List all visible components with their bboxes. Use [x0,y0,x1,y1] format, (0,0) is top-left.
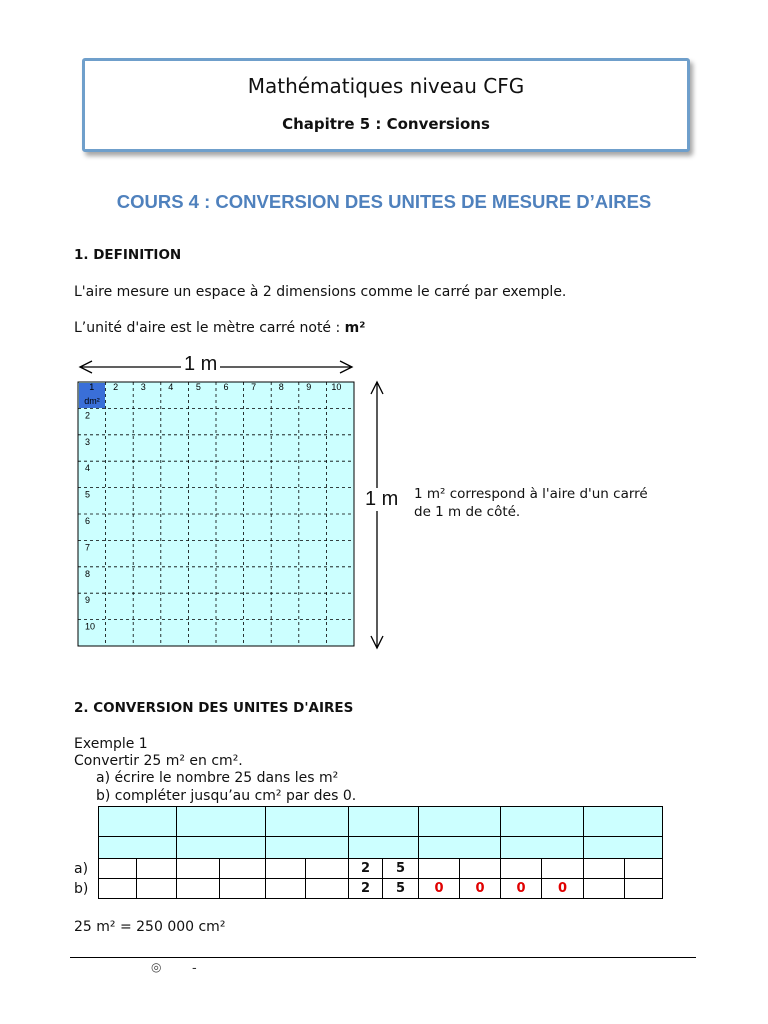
grid-top-number: 6 [223,382,229,392]
table-cell [220,859,266,879]
grid-left-number: 4 [85,463,91,474]
table-cell [137,859,177,879]
table-cell: 5 [383,879,419,899]
table-cell [501,859,542,879]
conversion-table [98,806,663,899]
definition-text: L'aire mesure un espace à 2 dimensions comme le carré par exemple. [74,284,567,300]
grid-left-number: 9 [85,595,91,606]
header-cell [266,837,349,859]
table-cell: 2 [349,859,383,879]
grid-left-number: 5 [85,489,91,500]
table-cell: 2 [349,879,383,899]
unit-subheader-row [99,837,663,859]
table-cell: 0 [460,879,501,899]
grid-top-number: 9 [306,382,312,392]
unit-header-row [99,807,663,837]
table-cell [625,859,663,879]
table-cell [419,859,460,879]
header-cell [501,837,584,859]
table-cell [460,859,501,879]
table-cell [542,859,584,879]
table-cell [306,859,349,879]
table-row-a [99,859,663,879]
header-cell [419,837,501,859]
unit-text-label: L’unité d'aire est le mètre carré noté : [74,320,345,336]
chapter-title: Chapitre 5 : Conversions [282,115,490,133]
grid-top-number: 8 [278,382,284,392]
table-cell: 0 [542,879,584,899]
table-cell [220,879,266,899]
header-cell [349,837,419,859]
footer-text: - [192,961,197,976]
course-title: COURS 4 : CONVERSION DES UNITES DE MESURE D’AIRES [116,191,652,212]
table-cell [266,859,306,879]
table-cell [266,879,306,899]
row-b-label: b) [74,881,89,897]
grid-left-number: 6 [85,516,91,526]
grid-left-number: 10 [85,621,96,632]
table-cell [306,879,349,899]
grid-top-number: 7 [251,382,257,392]
grid-left-number: 2 [85,410,91,421]
copyright-icon: ◎ [151,960,162,974]
conversion-result: 25 m² = 250 000 cm² [74,919,226,935]
grid-left-number: 3 [85,436,91,447]
header-cell [177,807,266,837]
example-statement: Convertir 25 m² en cm². [74,753,243,769]
table-cell [99,879,137,899]
cell-unit-label: dm² [84,396,100,406]
figure-explanation-line2: de 1 m de côté. [414,504,521,520]
grid-top-number: 10 [331,382,342,392]
header-cell [419,807,501,837]
grid-top-number: 5 [195,382,201,392]
header-cell [501,807,584,837]
row-a-label: a) [74,861,89,877]
table-cell [137,879,177,899]
header-cell [99,807,177,837]
width-label: 1 m [181,353,220,376]
header-cell [584,837,663,859]
figure-explanation-line1: 1 m² correspond à l'aire d'un carré [414,486,648,502]
table-cell [177,859,220,879]
table-cell [99,859,137,879]
table-cell: 0 [501,879,542,899]
header-cell [266,807,349,837]
step-a: a) écrire le nombre 25 dans les m² [96,770,339,786]
table-cell [584,879,625,899]
example-title: Exemple 1 [74,736,148,752]
table-cell [584,859,625,879]
grid-top-number: 4 [168,382,174,392]
table-row-b [99,879,663,899]
header-cell [349,807,419,837]
step-b: b) compléter jusqu’au cm² par des 0. [96,788,357,804]
header-cell [584,807,663,837]
grid-top-number: 1 [89,382,95,392]
grid-top-number: 3 [140,382,146,392]
document-title: Mathématiques niveau CFG [247,74,525,98]
section1-heading: 1. DEFINITION [74,247,182,263]
height-label: 1 m [362,488,401,511]
grid-left-number: 8 [85,568,91,579]
table-cell [177,879,220,899]
header-cell [99,837,177,859]
header-cell [177,837,266,859]
footer-divider [70,957,696,958]
unit-symbol: m² [344,320,366,336]
grid-left-number: 7 [85,542,91,553]
section2-heading: 2. CONVERSION DES UNITES D'AIRES [74,700,354,716]
table-cell: 0 [419,879,460,899]
table-cell [625,879,663,899]
grid-top-number: 2 [113,382,119,392]
table-cell: 5 [383,859,419,879]
